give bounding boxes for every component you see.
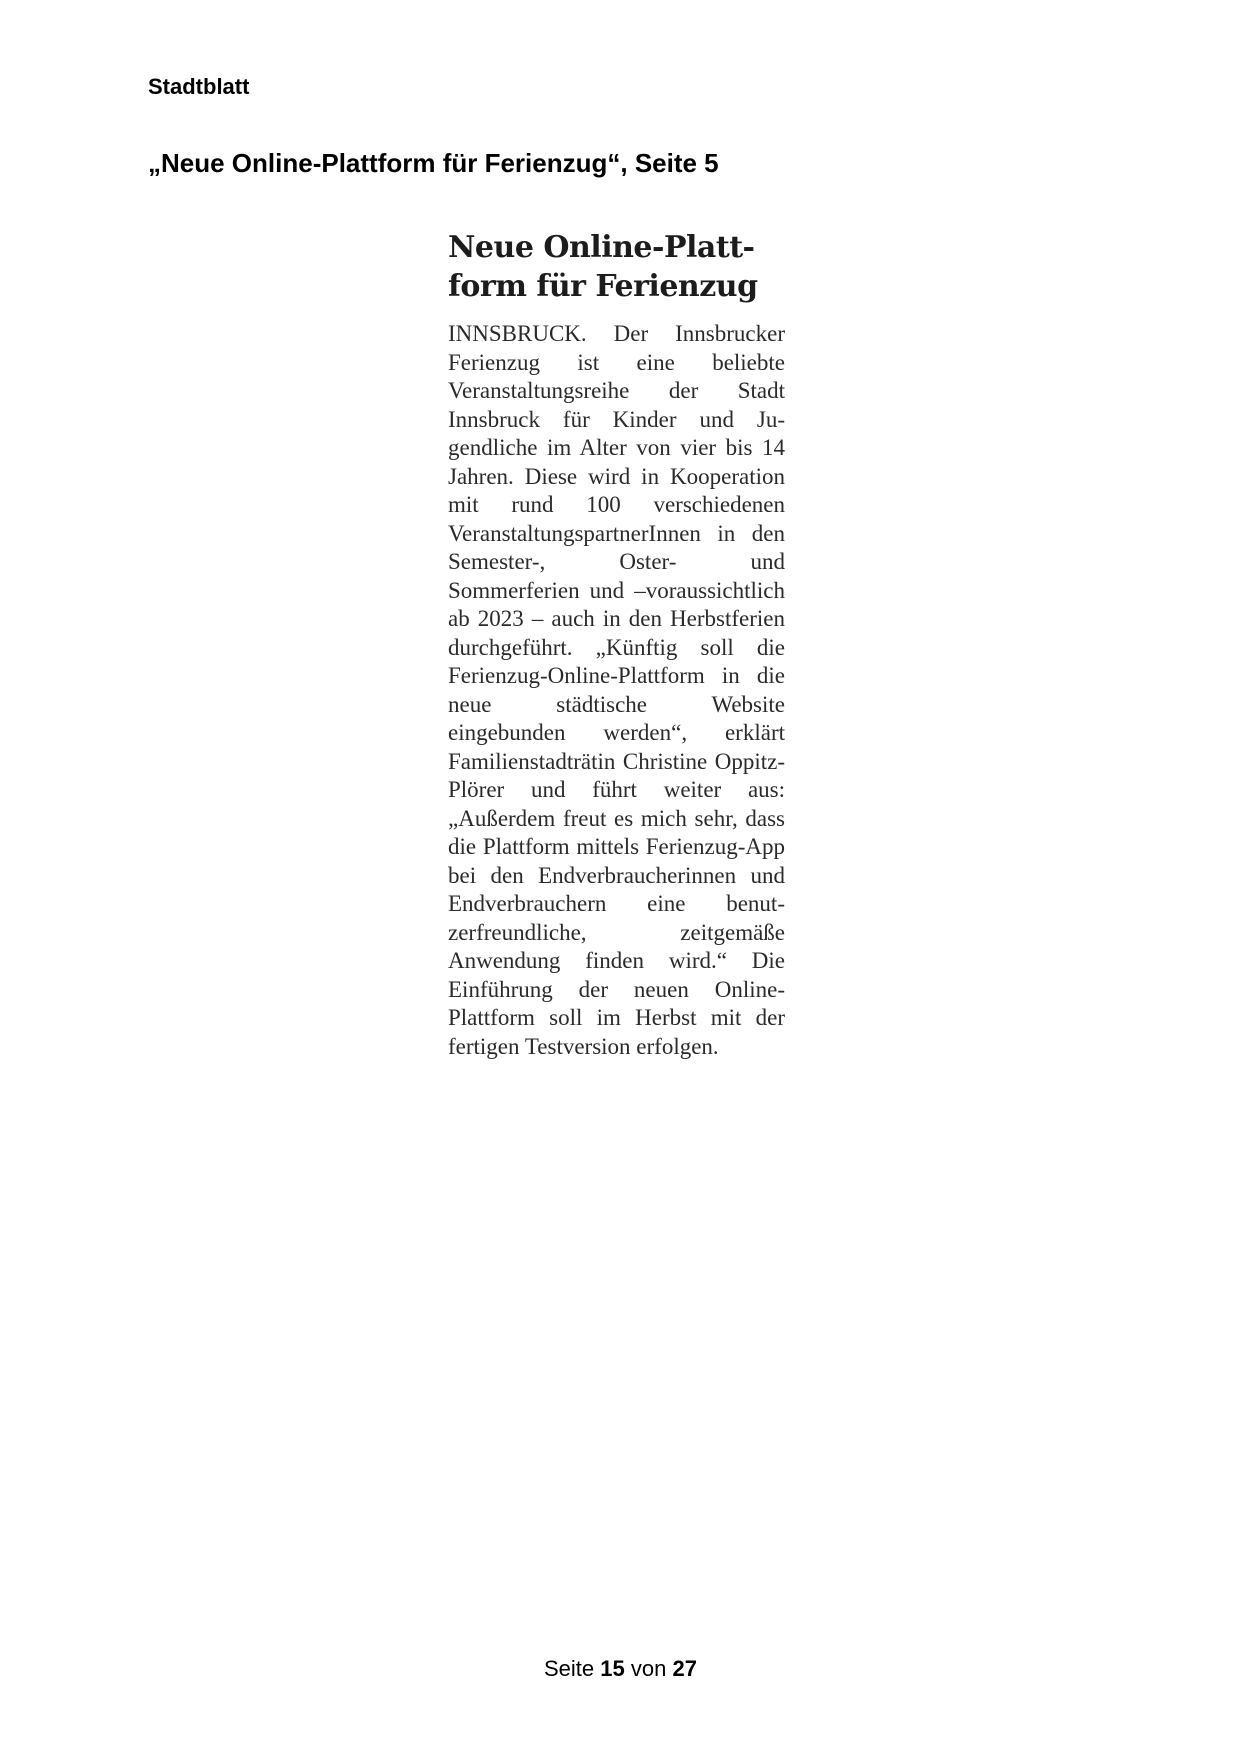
publication-name: Stadtblatt [148, 74, 250, 99]
footer-total-pages: 27 [672, 1656, 697, 1681]
footer-prefix: Seite [544, 1656, 595, 1681]
page-footer [0, 1656, 1241, 1682]
footer-separator: von [630, 1656, 667, 1681]
footer-current-page: 15 [600, 1656, 625, 1681]
newspaper-clipping [440, 228, 798, 1061]
clip-title: „Neue Online-Plattform für Ferienzug“, Seite 5 [148, 148, 719, 178]
article-body: INNSBRUCK. Der Innsbrucker Ferienzug ist eine beliebte Veranstaltungsreihe der Stadt Innsbruck für Kinder und Jugendliche im Alter von vier bis 14 Jahren. Diese wird in Kooperation mit rund 100 verschiedenen VeranstaltungspartnerInnen in den Semester-, Oster- und Sommerferien und –voraussichtlich ab 2023 – auch in den Herbstferien durchgeführt. „Künftig soll die Ferienzug-Online-Plattform in die neue städtische Website eingebunden werden“, erklärt Familienstadträtin Christine Oppitz-Plörer und führt weiter aus: „Außerdem freut es mich sehr, dass die Plattform mittels Ferienzug-App bei den Endverbraucherinnen und Endverbrauchern eine benutzerfreundliche, zeitgemäße Anwendung finden wird.“ Die Einführung der neuen Online-Plattform soll im Herbst mit der fertigen Testversion erfolgen. [448, 321, 785, 1059]
article-headline: Neue Online-Platt-form für Ferienzug [448, 230, 758, 304]
